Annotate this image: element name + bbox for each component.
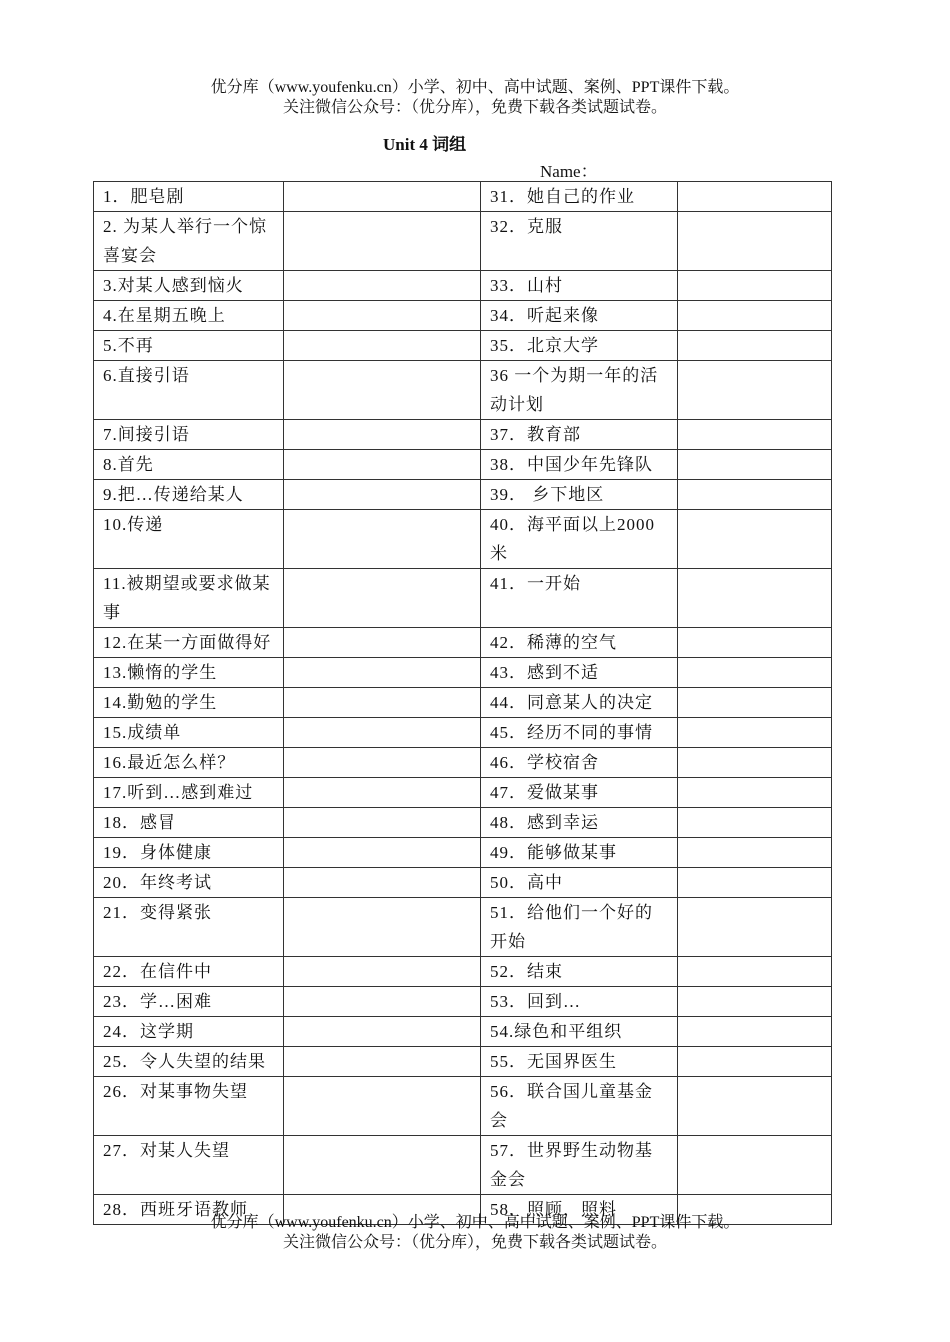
phrase-cell: 2. 为某人举行一个惊喜宴会 xyxy=(94,212,284,271)
phrase-cell: 14.勤勉的学生 xyxy=(94,688,284,718)
table-row xyxy=(94,987,832,1017)
phrase-cell: 27．对某人失望 xyxy=(94,1136,284,1195)
phrase-cell: 9.把…传递给某人 xyxy=(94,480,284,510)
phrase-cell: 26．对某事物失望 xyxy=(94,1077,284,1136)
footer-line-2: 关注微信公众号：（优分库），免费下载各类试题试卷。 xyxy=(282,1234,667,1251)
answer-cell[interactable] xyxy=(284,361,481,420)
answer-cell[interactable] xyxy=(284,628,481,658)
phrase-cell: 57．世界野生动物基金会 xyxy=(481,1136,678,1195)
table-row xyxy=(94,1047,832,1077)
phrase-cell: 39． 乡下地区 xyxy=(481,480,678,510)
phrase-cell: 58．照顾，照料 xyxy=(481,1195,678,1225)
phrase-cell: 53．回到… xyxy=(481,987,678,1017)
table-row xyxy=(94,898,832,957)
table-row xyxy=(94,808,832,838)
answer-cell[interactable] xyxy=(678,898,832,957)
answer-cell[interactable] xyxy=(284,1077,481,1136)
answer-cell[interactable] xyxy=(284,1136,481,1195)
phrase-cell: 17.听到…感到难过 xyxy=(94,778,284,808)
phrase-cell: 22．在信件中 xyxy=(94,957,284,987)
answer-cell[interactable] xyxy=(284,271,481,301)
phrase-cell: 50．高中 xyxy=(481,868,678,898)
answer-cell[interactable] xyxy=(678,450,832,480)
phrase-cell: 45．经历不同的事情 xyxy=(481,718,678,748)
phrase-cell: 7.间接引语 xyxy=(94,420,284,450)
answer-cell[interactable] xyxy=(678,212,832,271)
table-row xyxy=(94,688,832,718)
answer-cell[interactable] xyxy=(678,1047,832,1077)
phrase-cell: 49．能够做某事 xyxy=(481,838,678,868)
phrase-cell: 12.在某一方面做得好 xyxy=(94,628,284,658)
phrase-cell: 13.懒惰的学生 xyxy=(94,658,284,688)
phrase-cell: 36 一个为期一年的活动计划 xyxy=(481,361,678,420)
phrase-cell: 24．这学期 xyxy=(94,1017,284,1047)
answer-cell[interactable] xyxy=(284,420,481,450)
table-row xyxy=(94,480,832,510)
answer-cell[interactable] xyxy=(678,778,832,808)
answer-cell[interactable] xyxy=(284,1047,481,1077)
header-line-2: 关注微信公众号：（优分库），免费下载各类试题试卷。 xyxy=(282,99,667,116)
phrase-cell: 18．感冒 xyxy=(94,808,284,838)
table-row xyxy=(94,301,832,331)
phrase-cell: 33．山村 xyxy=(481,271,678,301)
answer-cell[interactable] xyxy=(678,808,832,838)
phrase-cell: 25．令人失望的结果 xyxy=(94,1047,284,1077)
header-line-1: 优分库（www.youfenku.cn）小学、初中、高中试题、案例、PPT课件下载。 xyxy=(210,79,740,96)
table-row xyxy=(94,628,832,658)
table-row xyxy=(94,271,832,301)
answer-cell[interactable] xyxy=(678,628,832,658)
answer-cell[interactable] xyxy=(284,688,481,718)
phrase-cell: 35．北京大学 xyxy=(481,331,678,361)
phrase-cell: 31．她自己的作业 xyxy=(481,182,678,212)
answer-cell[interactable] xyxy=(284,212,481,271)
answer-cell[interactable] xyxy=(284,450,481,480)
answer-cell[interactable] xyxy=(284,957,481,987)
phrase-cell: 55．无国界医生 xyxy=(481,1047,678,1077)
table-row xyxy=(94,569,832,628)
table-row xyxy=(94,868,832,898)
answer-cell[interactable] xyxy=(678,301,832,331)
answer-cell[interactable] xyxy=(678,658,832,688)
answer-cell[interactable] xyxy=(678,331,832,361)
phrase-cell: 37．教育部 xyxy=(481,420,678,450)
table-row xyxy=(94,718,832,748)
answer-cell[interactable] xyxy=(284,569,481,628)
phrase-cell: 41．一开始 xyxy=(481,569,678,628)
table-row xyxy=(94,182,832,212)
phrase-cell: 43．感到不适 xyxy=(481,658,678,688)
name-label: Name： xyxy=(540,162,598,181)
phrase-cell: 5.不再 xyxy=(94,331,284,361)
table-row xyxy=(94,778,832,808)
table-row xyxy=(94,1017,832,1047)
answer-cell[interactable] xyxy=(284,182,481,212)
phrase-cell: 34．听起来像 xyxy=(481,301,678,331)
answer-cell[interactable] xyxy=(678,271,832,301)
phrase-cell: 15.成绩单 xyxy=(94,718,284,748)
phrase-cell: 11.被期望或要求做某事 xyxy=(94,569,284,628)
phrase-cell: 52．结束 xyxy=(481,957,678,987)
answer-cell[interactable] xyxy=(284,510,481,569)
answer-cell[interactable] xyxy=(678,569,832,628)
answer-cell[interactable] xyxy=(678,718,832,748)
table-row xyxy=(94,361,832,420)
phrase-cell: 6.直接引语 xyxy=(94,361,284,420)
phrase-cell: 48．感到幸运 xyxy=(481,808,678,838)
phrase-cell: 3.对某人感到恼火 xyxy=(94,271,284,301)
answer-cell[interactable] xyxy=(678,987,832,1017)
answer-cell[interactable] xyxy=(284,301,481,331)
phrase-cell: 42．稀薄的空气 xyxy=(481,628,678,658)
footer-line-1: 优分库（www.youfenku.cn）小学、初中、高中试题、案例、PPT课件下载。 xyxy=(210,1214,740,1231)
phrase-cell: 10.传递 xyxy=(94,510,284,569)
phrase-cell: 47．爱做某事 xyxy=(481,778,678,808)
phrase-cell: 1．肥皂剧 xyxy=(94,182,284,212)
phrase-cell: 54.绿色和平组织 xyxy=(481,1017,678,1047)
table-row xyxy=(94,1077,832,1136)
answer-cell[interactable] xyxy=(678,182,832,212)
table-row xyxy=(94,957,832,987)
answer-cell[interactable] xyxy=(284,838,481,868)
phrase-cell: 21．变得紧张 xyxy=(94,898,284,957)
answer-cell[interactable] xyxy=(678,480,832,510)
table-row xyxy=(94,510,832,569)
phrase-cell: 32．克服 xyxy=(481,212,678,271)
page-title: Unit 4 词组 xyxy=(383,135,467,154)
answer-cell[interactable] xyxy=(284,1017,481,1047)
answer-cell[interactable] xyxy=(678,1077,832,1136)
answer-cell[interactable] xyxy=(678,838,832,868)
phrase-cell: 19．身体健康 xyxy=(94,838,284,868)
vocab-table xyxy=(93,181,832,1225)
answer-cell[interactable] xyxy=(284,987,481,1017)
answer-cell[interactable] xyxy=(678,510,832,569)
table-row xyxy=(94,1136,832,1195)
answer-cell[interactable] xyxy=(678,361,832,420)
phrase-cell: 56．联合国儿童基金会 xyxy=(481,1077,678,1136)
phrase-cell: 20．年终考试 xyxy=(94,868,284,898)
phrase-cell: 4.在星期五晚上 xyxy=(94,301,284,331)
table-row xyxy=(94,450,832,480)
table-row xyxy=(94,748,832,778)
phrase-cell: 40．海平面以上2000米 xyxy=(481,510,678,569)
answer-cell[interactable] xyxy=(284,868,481,898)
answer-cell[interactable] xyxy=(284,480,481,510)
answer-cell[interactable] xyxy=(284,778,481,808)
answer-cell[interactable] xyxy=(284,331,481,361)
phrase-cell: 16.最近怎么样？ xyxy=(94,748,284,778)
answer-cell[interactable] xyxy=(284,748,481,778)
phrase-cell: 38．中国少年先锋队 xyxy=(481,450,678,480)
phrase-cell: 51．给他们一个好的开始 xyxy=(481,898,678,957)
table-row xyxy=(94,420,832,450)
answer-cell[interactable] xyxy=(284,718,481,748)
phrase-cell: 8.首先 xyxy=(94,450,284,480)
answer-cell[interactable] xyxy=(678,420,832,450)
table-row xyxy=(94,331,832,361)
table-row xyxy=(94,212,832,271)
answer-cell[interactable] xyxy=(678,1017,832,1047)
answer-cell[interactable] xyxy=(678,1136,832,1195)
answer-cell[interactable] xyxy=(678,868,832,898)
phrase-cell: 44．同意某人的决定 xyxy=(481,688,678,718)
answer-cell[interactable] xyxy=(678,957,832,987)
phrase-cell: 46．学校宿舍 xyxy=(481,748,678,778)
phrase-cell: 28．西班牙语教师 xyxy=(94,1195,284,1225)
answer-cell[interactable] xyxy=(678,688,832,718)
table-row xyxy=(94,838,832,868)
answer-cell[interactable] xyxy=(284,808,481,838)
table-row xyxy=(94,658,832,688)
answer-cell[interactable] xyxy=(284,658,481,688)
answer-cell[interactable] xyxy=(284,898,481,957)
answer-cell[interactable] xyxy=(678,748,832,778)
phrase-cell: 23．学…困难 xyxy=(94,987,284,1017)
